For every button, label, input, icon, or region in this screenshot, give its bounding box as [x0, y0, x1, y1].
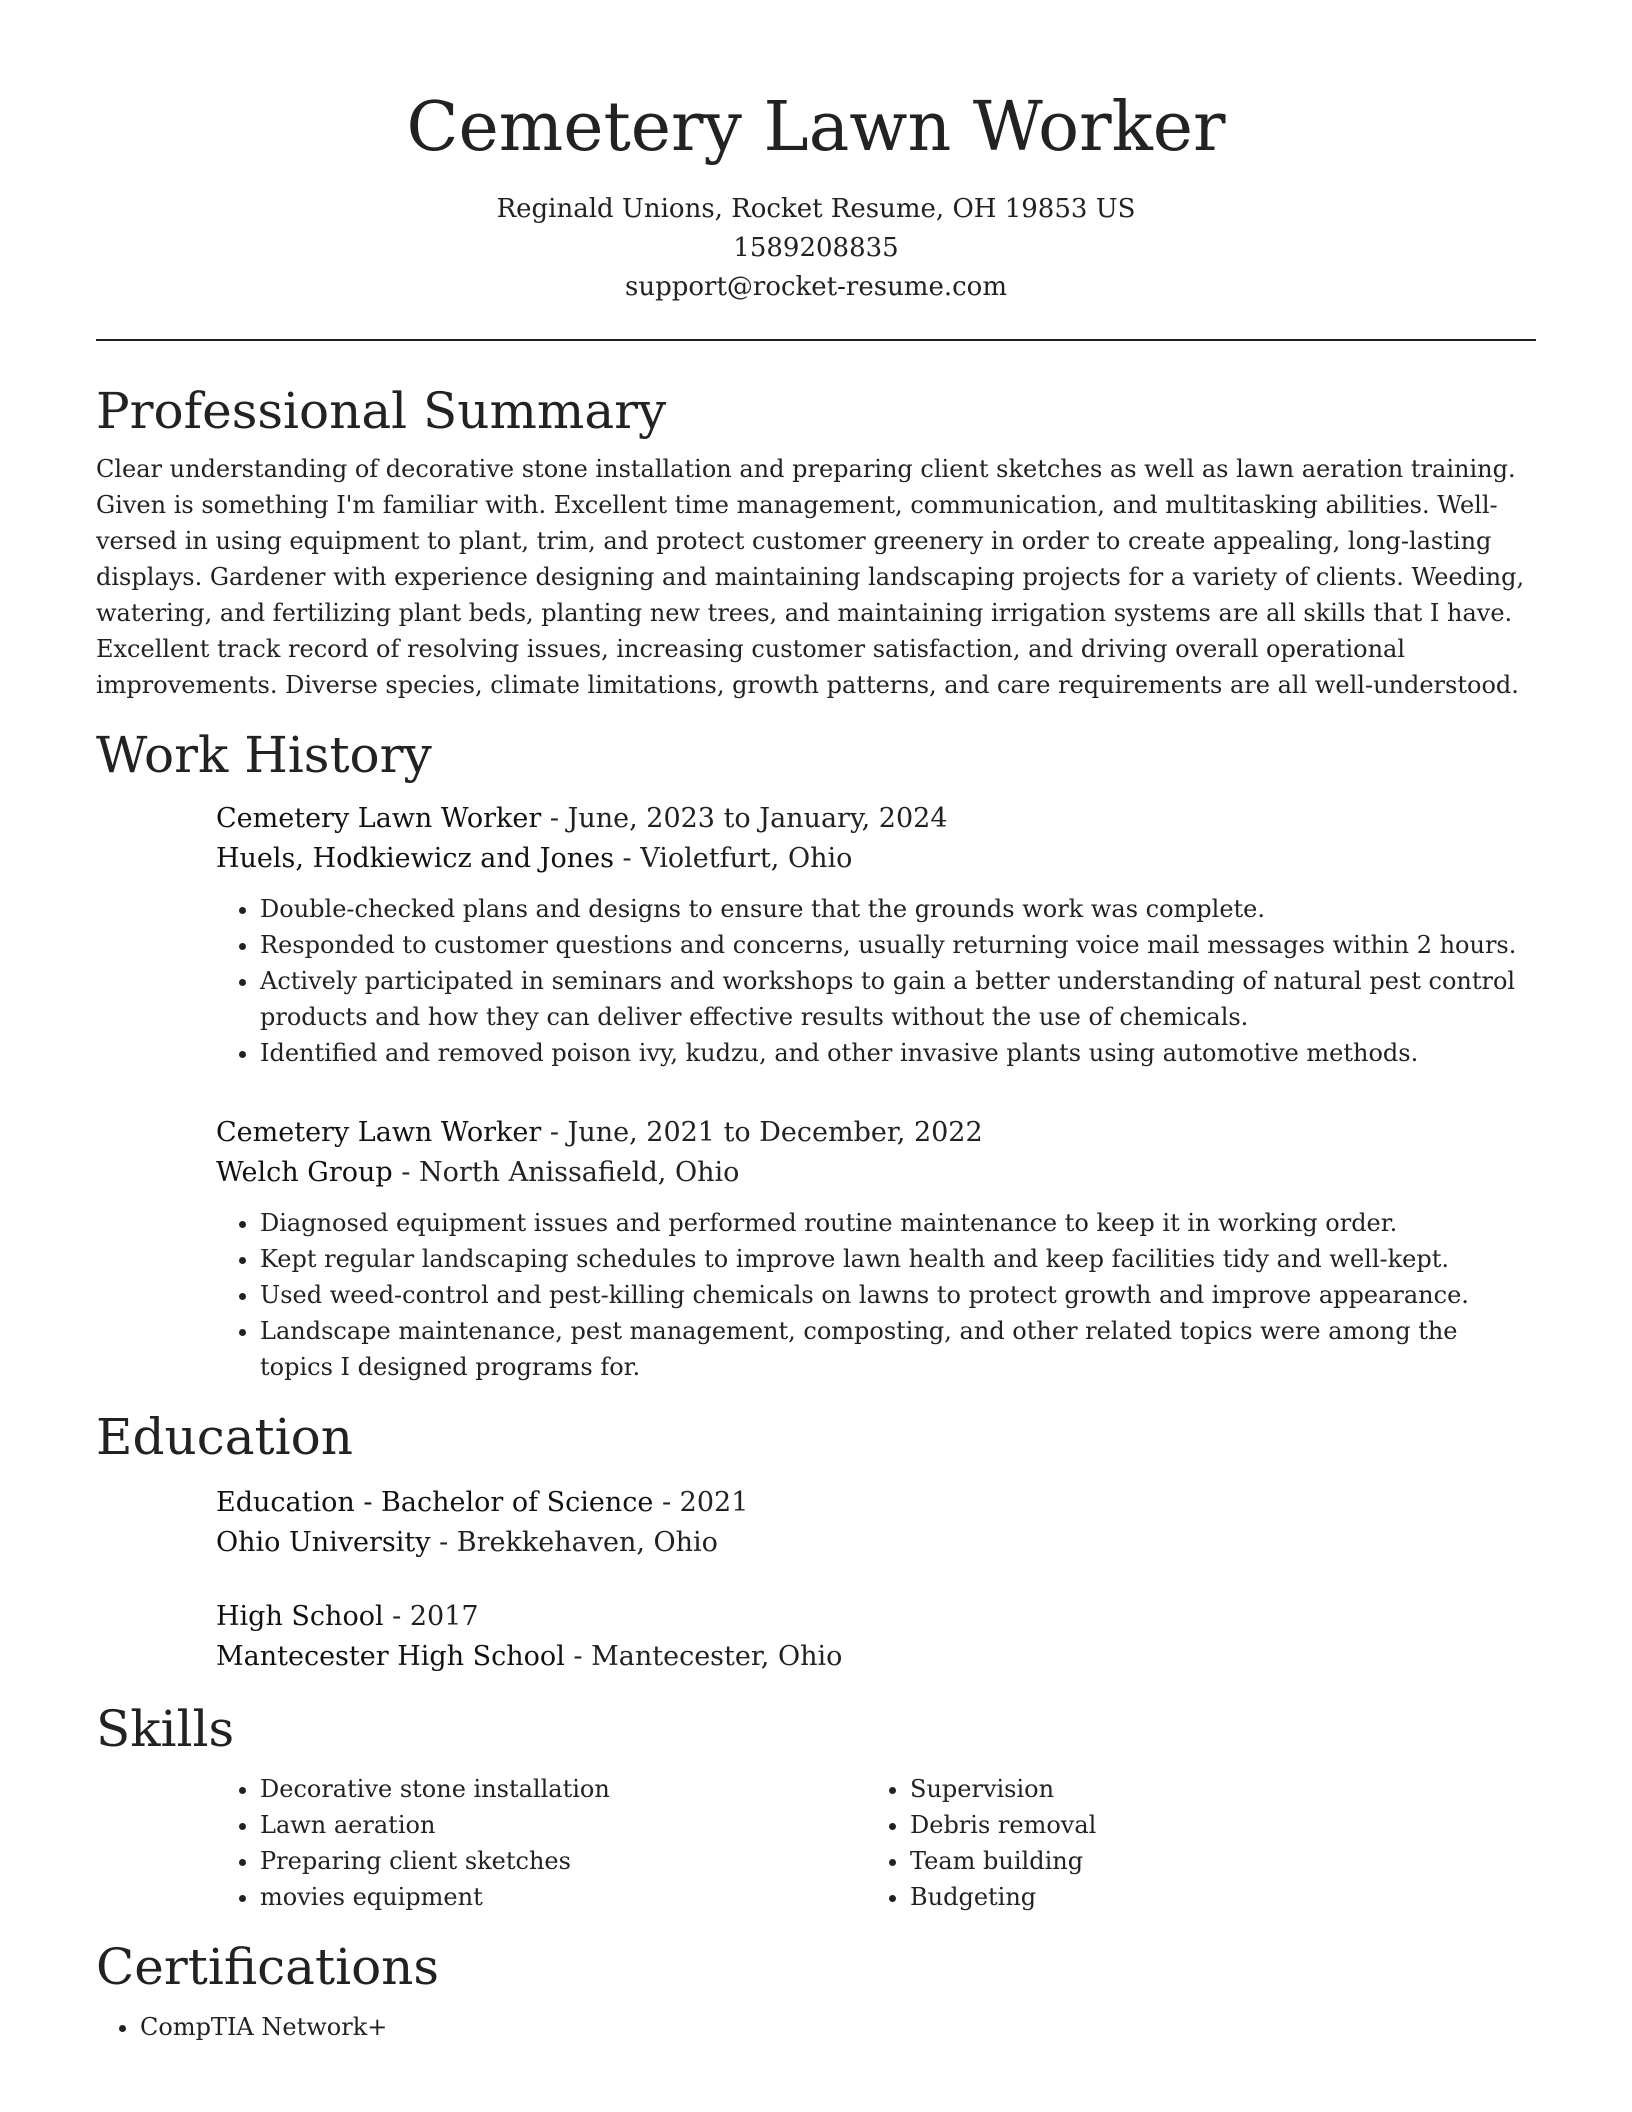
header-divider: [96, 339, 1536, 341]
job-role: Cemetery Lawn Worker: [216, 803, 542, 834]
job-location: - North Anissafield, Ohio: [392, 1157, 740, 1188]
skills-column-right: [866, 1771, 1516, 1915]
job-location: - Violetfurt, Ohio: [613, 843, 853, 874]
section-title-skills: Skills: [96, 1700, 235, 1758]
skill-item: • Budgeting: [910, 1879, 1516, 1915]
contact-phone: 1589208835: [733, 233, 899, 263]
education-school-line: [216, 1637, 1536, 1677]
skill-item: • Debris removal: [910, 1807, 1516, 1843]
education-school: Ohio University: [216, 1527, 431, 1558]
resume-page: [96, 0, 1536, 2045]
job-title-line: [216, 799, 1536, 839]
contact-block: [96, 190, 1536, 307]
education-location: - Mantecester, Ohio: [564, 1641, 843, 1672]
resume-name: Cemetery Lawn Worker: [406, 88, 1226, 167]
skill-item: • Lawn aeration: [260, 1807, 866, 1843]
job-company: Huels, Hodkiewicz and Jones: [216, 843, 614, 874]
job-entry: [216, 1113, 1536, 1385]
skill-item: • Team building: [910, 1843, 1516, 1879]
job-bullet: • Diagnosed equipment issues and performed routine maintenance to keep it in working order.: [260, 1205, 1536, 1241]
summary-section: [96, 381, 1536, 703]
certification-item: • CompTIA Network+: [140, 2009, 1536, 2045]
skills-section: [96, 1699, 1536, 1915]
education-school-line: [216, 1523, 1536, 1563]
job-role: Cemetery Lawn Worker: [216, 1117, 542, 1148]
job-bullet: • Responded to customer questions and concerns, usually returning voice mail messages within 2 hours.: [260, 927, 1536, 963]
job-bullet: • Used weed-control and pest-killing chemicals on lawns to protect growth and improve appearance.: [260, 1277, 1536, 1313]
job-bullet: • Kept regular landscaping schedules to improve lawn health and keep facilities tidy and well-kept.: [260, 1241, 1536, 1277]
job-bullets: [216, 1205, 1536, 1385]
job-dates: - June, 2023 to January, 2024: [541, 803, 948, 834]
skills-column-left: [216, 1771, 866, 1915]
job-bullet: • Identified and removed poison ivy, kudzu, and other invasive plants using automotive methods.: [260, 1035, 1536, 1071]
certification-list: [96, 2009, 1536, 2045]
education-degree: Education - Bachelor of Science: [216, 1487, 654, 1518]
work-history-section: [96, 725, 1536, 1385]
section-title-work-history: Work History: [96, 726, 432, 784]
education-degree-line: [216, 1597, 1536, 1637]
education-degree-line: [216, 1483, 1536, 1523]
skill-item: • movies equipment: [260, 1879, 866, 1915]
job-bullet: • Actively participated in seminars and workshops to gain a better understanding of natural pest control products and how they can deliver effective results without the use of chemicals.: [260, 963, 1536, 1035]
summary-text: Clear understanding of decorative stone installation and preparing client sketches as well as lawn aeration training. Given is something I'm familiar with. Excellent time management, communication, and multitasking abilities. Well-versed in using equipment to plant, trim, and protect customer greenery in order to create appealing, long-lasting displays. Gardener with experience designing and maintaining landscaping projects for a variety of clients. Weeding, watering, and fertilizing plant beds, planting new trees, and maintaining irrigation systems are all skills that I have. Excellent track record of resolving issues, increasing customer satisfaction, and driving overall operational improvements. Diverse species, climate limitations, growth patterns, and care requirements are all well-understood.: [96, 455, 1525, 699]
job-dates: - June, 2021 to December, 2022: [541, 1117, 983, 1148]
education-degree: High School: [216, 1601, 384, 1632]
education-location: - Brekkehaven, Ohio: [430, 1527, 718, 1558]
skills-grid: [216, 1771, 1536, 1915]
section-title-education: Education: [96, 1408, 353, 1466]
skill-item: • Preparing client sketches: [260, 1843, 866, 1879]
job-company-line: [216, 1153, 1536, 1193]
skill-item: • Supervision: [910, 1771, 1516, 1807]
section-title-summary: Professional Summary: [96, 382, 667, 440]
job-bullet: • Double-checked plans and designs to ensure that the grounds work was complete.: [260, 891, 1536, 927]
contact-email: support@rocket-resume.com: [624, 272, 1007, 302]
education-entry: [216, 1483, 1536, 1563]
skill-item: • Decorative stone installation: [260, 1771, 866, 1807]
education-year: - 2017: [383, 1601, 479, 1632]
education-section: [96, 1407, 1536, 1677]
job-bullets: [216, 891, 1536, 1071]
section-title-certifications: Certifications: [96, 1938, 440, 1996]
job-company: Welch Group: [216, 1157, 393, 1188]
job-bullet: • Landscape maintenance, pest management, composting, and other related topics were among the topics I designed programs for.: [260, 1313, 1536, 1385]
education-school: Mantecester High School: [216, 1641, 565, 1672]
job-company-line: [216, 839, 1536, 879]
education-entry: [216, 1597, 1536, 1677]
job-title-line: [216, 1113, 1536, 1153]
job-entry: [216, 799, 1536, 1071]
certifications-section: [96, 1937, 1536, 2045]
education-year: - 2021: [653, 1487, 749, 1518]
contact-address: Reginald Unions, Rocket Resume, OH 19853 US: [496, 194, 1136, 224]
